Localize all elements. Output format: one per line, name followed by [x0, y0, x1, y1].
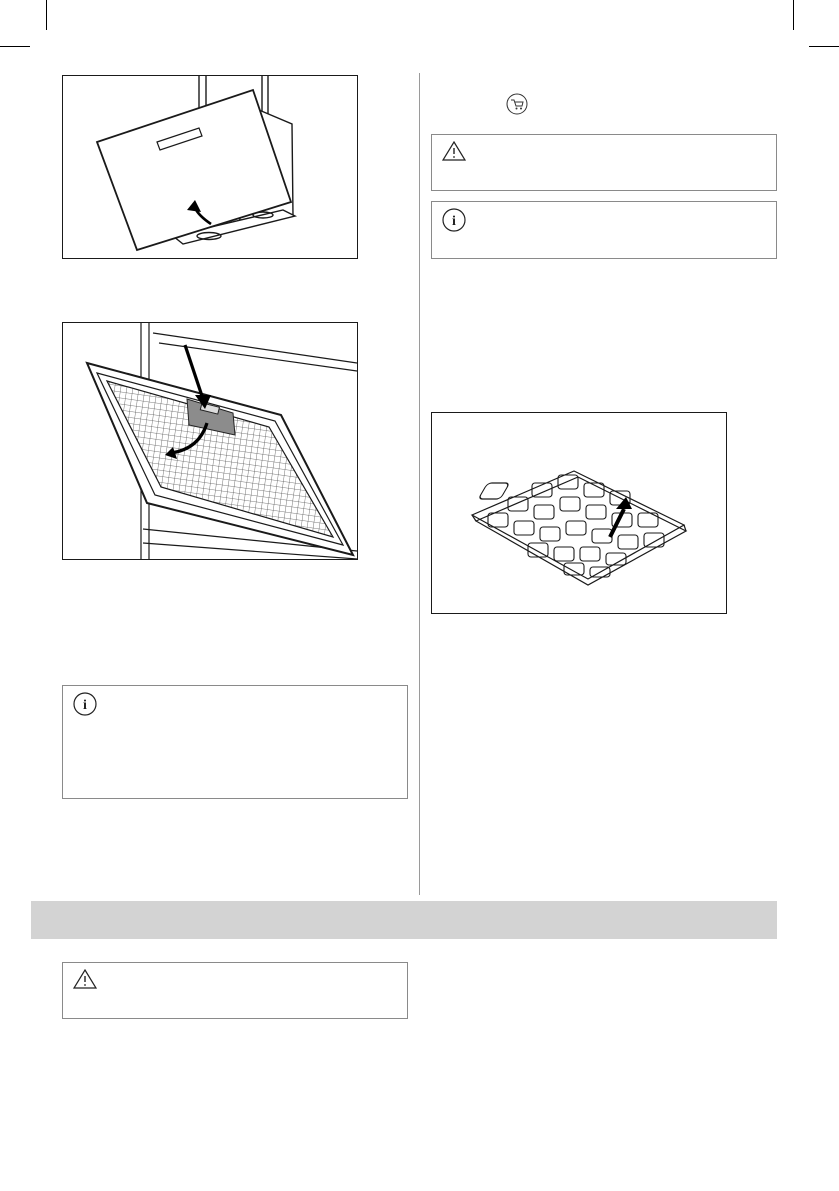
- shopping-cart-icon: [506, 93, 528, 120]
- warning-triangle-icon: [73, 969, 97, 994]
- figure-hood-panel-lift: [62, 75, 358, 259]
- warning-triangle-icon: [442, 141, 466, 166]
- section-heading-band: [31, 901, 777, 939]
- svg-text:i: i: [452, 214, 456, 229]
- info-circle-icon: [73, 692, 97, 721]
- info-note-left: [62, 685, 408, 799]
- figure-grease-filter-removal: [62, 322, 358, 560]
- info-note-right: [431, 201, 777, 259]
- crop-mark-tr-v: [793, 0, 794, 30]
- warning-note-right: [431, 134, 777, 191]
- info-circle-icon: [442, 208, 466, 237]
- figure-filter-cassette: [431, 412, 727, 614]
- warning-note-bottom: [62, 962, 408, 1019]
- crop-mark-tl-h: [0, 46, 30, 47]
- crop-mark-tr-h: [809, 46, 839, 47]
- crop-mark-tl-v: [46, 0, 47, 30]
- column-divider: [419, 73, 420, 895]
- svg-text:i: i: [83, 698, 87, 713]
